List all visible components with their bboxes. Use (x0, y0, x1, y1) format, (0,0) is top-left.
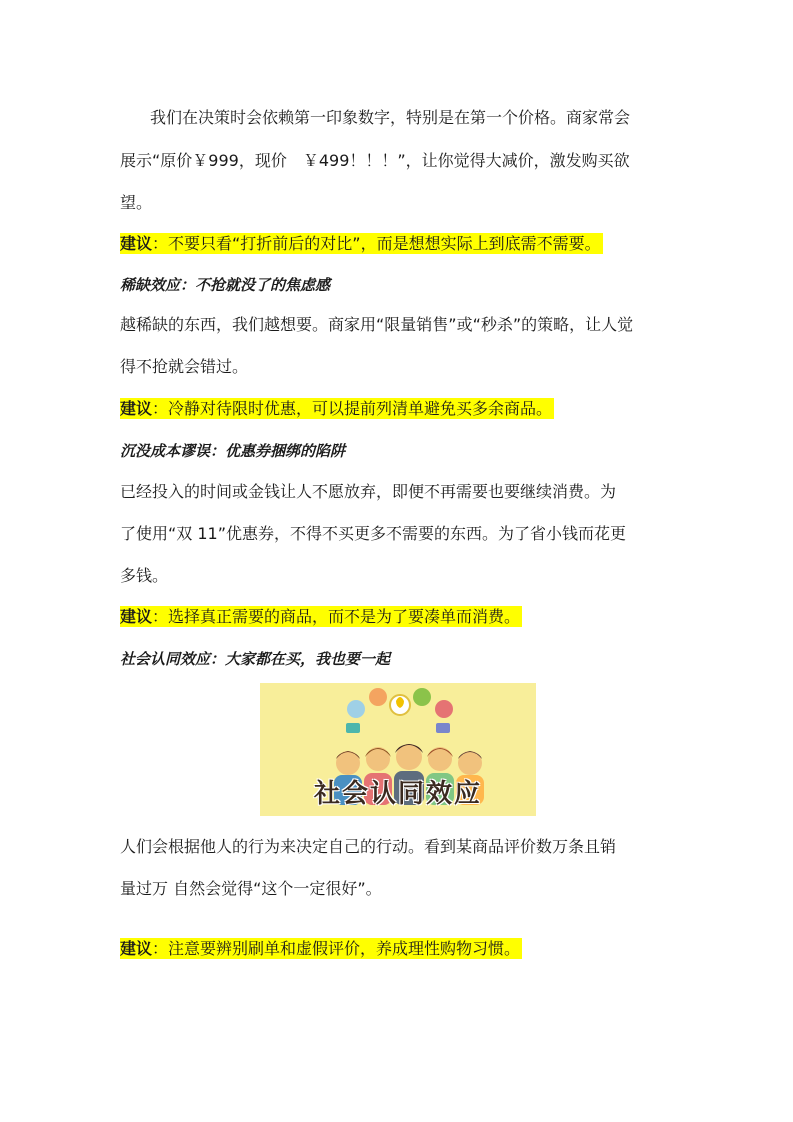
tip-label: 建议 (120, 607, 153, 626)
tip-4-highlight (120, 938, 522, 959)
tip-2 (120, 398, 554, 420)
heading-social-proof: 社会认同效应：大家都在买，我也要一起 (120, 650, 391, 668)
paragraph-social-line-2: 量过万 自然会觉得“这个一定很好”。 (120, 879, 382, 898)
tip-label: 建议 (120, 939, 153, 958)
tip-3-highlight (120, 606, 522, 627)
paragraph-social-line-1: 人们会根据他人的行为来决定自己的行动。看到某商品评价数万条且销 (120, 837, 617, 856)
tip-3 (120, 606, 522, 628)
tip-label: 建议 (120, 234, 153, 253)
tip-text: ：选择真正需要的商品，而不是为了要凑单而消费。 (152, 607, 521, 626)
tip-1 (120, 233, 603, 255)
heading-scarcity: 稀缺效应：不抢就没了的焦虑感 (120, 276, 331, 294)
tip-4 (120, 938, 522, 960)
heading-sunk-cost: 沉没成本谬误：优惠券捆绑的陷阱 (120, 442, 346, 460)
paragraph-anchor-line-1: 我们在决策时会依赖第一印象数字，特别是在第一个价格。商家常会 (150, 108, 631, 127)
illustration-caption: 社会认同效应 (313, 779, 482, 809)
tip-text: ：不要只看“打折前后的对比”，而是想想实际上到底需不需要。 (152, 234, 601, 253)
paragraph-sunk-line-2: 了使用“双 11”优惠券，不得不买更多不需要的东西。为了省小钱而花更 (120, 524, 627, 543)
tip-text: ：注意要辨别刷单和虚假评价，养成理性购物习惯。 (152, 939, 521, 958)
social-proof-illustration (260, 683, 536, 816)
paragraph-anchor-line-2: 展示“原价￥999，现价 ￥499！！！”，让你觉得大减价，激发购买欲 (120, 151, 630, 170)
tip-2-highlight (120, 398, 554, 419)
paragraph-scarcity-line-2: 得不抢就会错过。 (120, 357, 249, 376)
tip-label: 建议 (120, 399, 153, 418)
paragraph-anchor-line-3: 望。 (120, 193, 153, 212)
tip-1-highlight (120, 233, 603, 254)
paragraph-sunk-line-3: 多钱。 (120, 566, 169, 585)
tip-text: ：冷静对待限时优惠，可以提前列清单避免买多余商品。 (152, 399, 553, 418)
paragraph-sunk-line-1: 已经投入的时间或金钱让人不愿放弃，即便不再需要也要继续消费。为 (120, 482, 617, 501)
paragraph-scarcity-line-1: 越稀缺的东西，我们越想要。商家用“限量销售”或“秒杀”的策略，让人觉 (120, 315, 634, 334)
